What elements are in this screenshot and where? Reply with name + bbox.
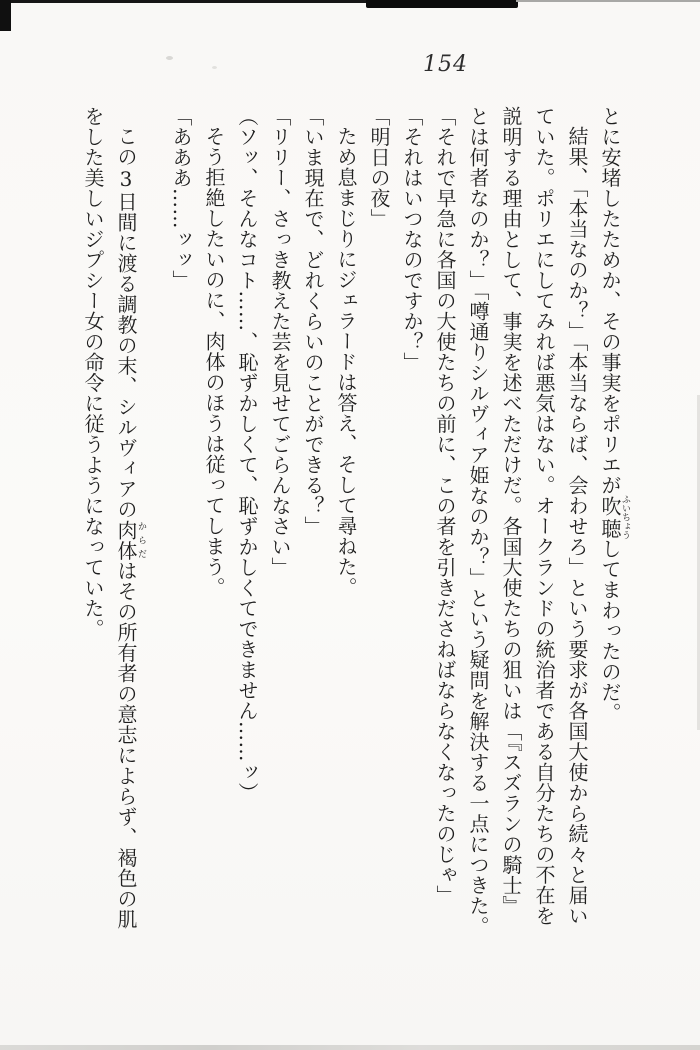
text-column: 説明する理由として、事実を述べただけだ。各国大使たちの狙いは「『スズランの騎士』 <box>499 106 523 916</box>
text-column: ていた。ポリエにしてみれば悪気はない。オークランドの統治者である自分たちの不在を <box>532 106 556 926</box>
text-column: 「あああ……ッッ」 <box>169 106 193 291</box>
page-number: 154 <box>423 52 468 77</box>
scan-artifact-top-line <box>0 0 372 3</box>
vertical-text-block <box>76 106 630 976</box>
scan-artifact-speck <box>166 56 173 60</box>
text-column: とは何者なのか？」「噂通りシルヴィア姫なのか？」という疑問を解決する一点につきた。 <box>466 106 490 937</box>
scan-artifact-bottom-edge <box>0 1045 700 1050</box>
scan-artifact-corner-blob <box>0 0 11 31</box>
text-column: とに安堵したためか、その事実をポリエが吹聴ふいちょうしてまわったのだ。 <box>598 106 630 723</box>
text-column: そう拒絶したいのに、肉体のほうは従ってしまう。 <box>202 126 226 598</box>
scan-artifact-top-bar <box>366 0 518 8</box>
text-column: 「それはいつなのですか？」 <box>400 106 424 373</box>
text-column: 結果、「本当なのか？」「本当ならば、会わせろ」という要求が各国大使から続々と届い <box>565 126 589 926</box>
text-column: 「いま現在で、どれくらいのことができる？」 <box>301 106 325 537</box>
text-column: （ソッ、そんなコト……、恥ずかしくて、恥ずかしくてできません……ッ） <box>235 106 259 803</box>
text-column: 「リリー、さっき教えた芸を見せてごらんなさい」 <box>268 106 292 578</box>
text-column: をした美しいジプシー女の命令に従うようになっていた。 <box>81 106 105 639</box>
text-column: ため息まじりにジェラードは答え、そして尋ねた。 <box>334 126 358 598</box>
text-column: この3日間に渡る調教の末、シルヴィアの肉体からだはその所有者の意志によらず、褐色の肌 <box>114 126 146 930</box>
text-column: 「それで早急に各国の大使たちの前に、この者を引きださねばならなくなったのじゃ」 <box>433 106 457 906</box>
text-column: 「明日の夜」 <box>367 106 391 229</box>
scan-artifact-top-faint-line <box>516 0 700 2</box>
scan-artifact-speck <box>212 66 217 69</box>
